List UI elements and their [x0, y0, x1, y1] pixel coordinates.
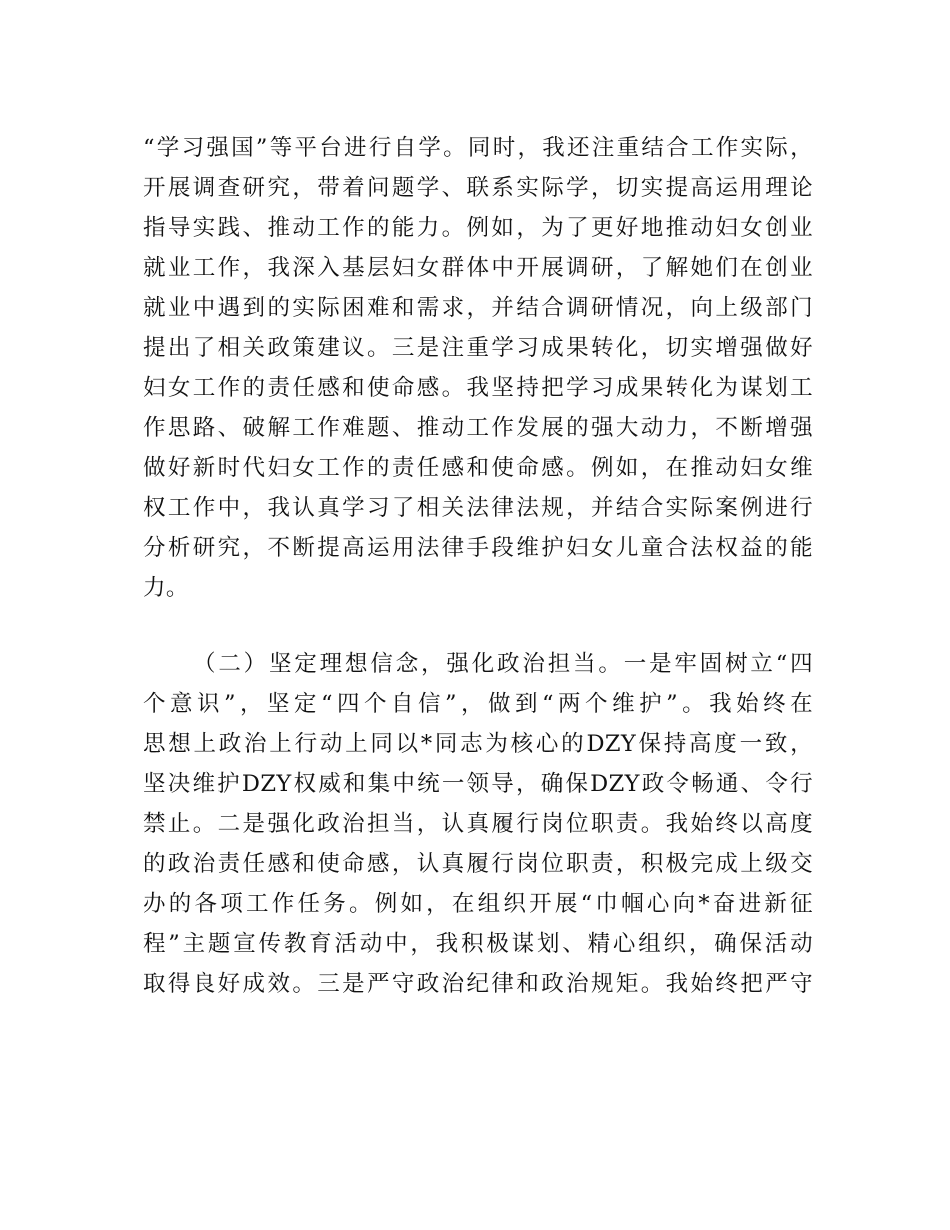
paragraph-line: 权工作中，我认真学习了相关法律法规，并结合实际案例进行 — [143, 495, 813, 521]
paragraph-line: 就业工作，我深入基层妇女群体中开展调研，了解她们在创业 — [143, 255, 813, 281]
paragraph-line: 办的各项工作任务。例如，在组织开展“巾帼心向*奋进新征 — [143, 891, 813, 917]
paragraph-line: 力。 — [143, 575, 189, 601]
paragraph-line: 提出了相关政策建议。三是注重学习成果转化，切实增强做好 — [143, 335, 813, 361]
paragraph-line: 分析研究，不断提高运用法律手段维护妇女儿童合法权益的能 — [143, 535, 813, 561]
paragraph-line: 坚决维护DZY权威和集中统一领导，确保DZY政令畅通、令行 — [143, 771, 813, 797]
paragraph-line: “学习强国”等平台进行自学。同时，我还注重结合工作实际， — [143, 135, 813, 161]
paragraph-line: 取得良好成效。三是严守政治纪律和政治规矩。我始终把严守 — [143, 971, 813, 997]
paragraph-line: 就业中遇到的实际困难和需求，并结合调研情况，向上级部门 — [143, 295, 813, 321]
paragraph-line: 作思路、破解工作难题、推动工作发展的强大动力，不断增强 — [143, 415, 813, 441]
paragraph-line: 个意识”，坚定“四个自信”，做到“两个维护”。我始终在 — [143, 691, 813, 717]
paragraph-line: 思想上政治上行动上同以*同志为核心的DZY保持高度一致， — [143, 731, 813, 757]
paragraph-line: 开展调查研究，带着问题学、联系实际学，切实提高运用理论 — [143, 175, 813, 201]
paragraph-line: 妇女工作的责任感和使命感。我坚持把学习成果转化为谋划工 — [143, 375, 813, 401]
body-paragraph-2 — [143, 644, 813, 1004]
paragraph-line: 指导实践、推动工作的能力。例如，为了更好地推动妇女创业 — [143, 215, 813, 241]
paragraph-line: 做好新时代妇女工作的责任感和使命感。例如，在推动妇女维 — [143, 455, 813, 481]
paragraph-line: 程”主题宣传教育活动中，我积极谋划、精心组织，确保活动 — [143, 931, 813, 957]
paragraph-line: 禁止。二是强化政治担当，认真履行岗位职责。我始终以高度 — [143, 811, 813, 837]
paragraph-line: 的政治责任感和使命感，认真履行岗位职责，积极完成上级交 — [143, 851, 813, 877]
body-paragraph-1 — [143, 128, 813, 608]
paragraph-line: （二）坚定理想信念，强化政治担当。一是牢固树立“四 — [193, 651, 813, 677]
